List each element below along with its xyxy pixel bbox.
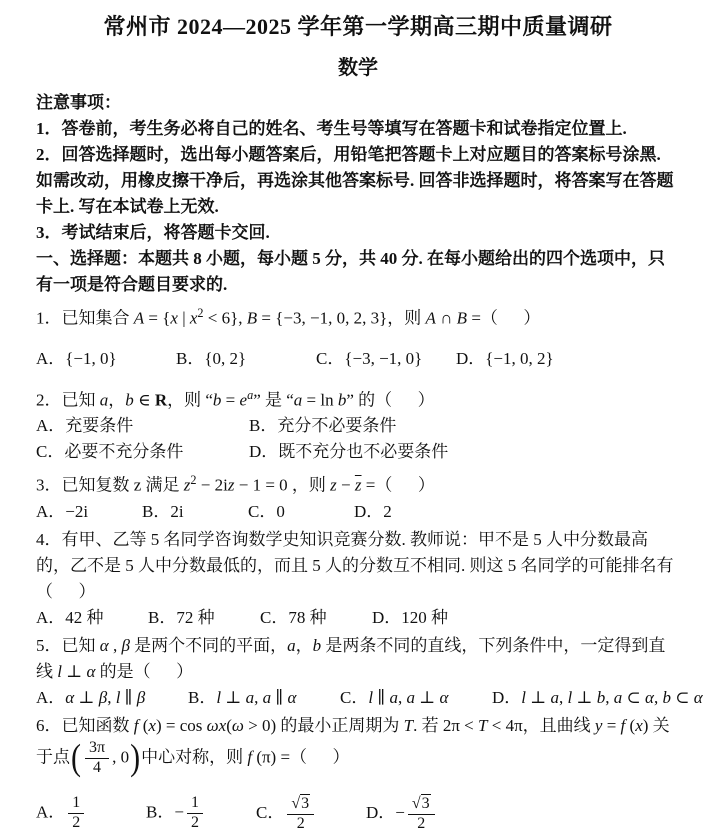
option-d: D．l ⊥ a, l ⊥ b, a ⊂ α, b ⊂ α bbox=[492, 687, 703, 707]
question-4-options bbox=[36, 605, 680, 631]
question-3-options bbox=[36, 499, 680, 525]
question-2-options bbox=[36, 413, 448, 465]
question-1 bbox=[36, 300, 680, 372]
option-b: B．− $\frac{1}{2}$ bbox=[146, 794, 256, 833]
option-a: A．42 种 bbox=[36, 607, 104, 627]
option-a: A． $\frac{1}{2}$ bbox=[36, 794, 146, 833]
question-5 bbox=[36, 633, 703, 711]
notice-item-2: 2．回答选择题时，选出每小题答案后，用铅笔把答题卡上对应题目的答案标号涂黑. 如需改动，用橡皮擦干净后，再选涂其他答案标号. 回答非选择题时，将答案写在答题卡上. 写在本试卷上无效. bbox=[36, 145, 674, 216]
option-c: C．l ∥ a, a ⊥ α bbox=[340, 687, 449, 707]
question-3-stem: 3．已知复数 z 满足 $z^2 - 2iz - 1 = 0$ ，则 $z - \overline{z}$ =（ ） bbox=[36, 473, 435, 495]
question-6-stem: 6．已知函数 f (x) = cos ωx(ω > 0) 的最小正周期为 T. 若 2π < T < 4π，且曲线 y = f (x) 关于点( $\frac{3\pi}{4}$ , 0)中心对称，则 f (π) =（ ） bbox=[36, 715, 670, 779]
page-title: 常州市 2024—2025 学年第一学期高三期中质量调研 bbox=[103, 14, 613, 39]
question-4 bbox=[36, 527, 680, 631]
option-b: B．充分不必要条件 bbox=[249, 416, 397, 436]
option-c: C．{−3, −1, 0} bbox=[316, 348, 423, 368]
option-a: A．充要条件 bbox=[36, 416, 134, 436]
question-6 bbox=[36, 713, 680, 833]
option-a: A．α ⊥ β, l ∥ β bbox=[36, 687, 146, 707]
question-1-options bbox=[36, 346, 680, 372]
option-b: B．{0, 2} bbox=[176, 348, 247, 368]
option-d: D．− $\frac{√3}{2}$ bbox=[366, 794, 476, 833]
question-2 bbox=[36, 382, 680, 466]
subject-title: 数学 bbox=[338, 57, 378, 79]
option-c: C．0 bbox=[248, 501, 285, 521]
option-b: B．l ⊥ a, a ∥ α bbox=[188, 687, 297, 707]
question-1-stem: 1．已知集合 A = {x | $x^2 < 6$}, B = {−3, −1, 0, 2, 3}，则 A ∩ B =（ ） bbox=[36, 306, 541, 328]
option-c: C．必要不充分条件 bbox=[36, 442, 184, 462]
notice-item-3: 3．考试结束后，将答题卡交回. bbox=[36, 223, 270, 242]
notices-section bbox=[36, 90, 680, 246]
question-2-stem: 2．已知 a，b ∈ R，则 “$b = e^a$” 是 “a = ln b” 的（ ） bbox=[36, 387, 435, 410]
question-5-stem: 5．已知 α , β 是两个不同的平面，a，b 是两条不同的直线，下列条件中，一定得到直线 l ⊥ α 的是（ ） bbox=[36, 635, 666, 681]
option-c: C． $\frac{√3}{2}$ bbox=[256, 794, 366, 833]
option-d: D．2 bbox=[354, 501, 392, 521]
question-3 bbox=[36, 467, 680, 525]
option-b: B．72 种 bbox=[148, 607, 215, 627]
question-4-stem: 4．有甲、乙等 5 名同学咨询数学史知识竞赛分数. 教师说：甲不是 5 人中分数最高的，乙不是 5 人中分数最低的，而且 5 人的分数互不相同. 则这 5 名同学的可能排名有（ ） bbox=[36, 529, 674, 601]
question-6-options bbox=[36, 794, 680, 833]
option-a: A．{−1, 0} bbox=[36, 348, 117, 368]
option-d: D．既不充分也不必要条件 bbox=[249, 442, 449, 462]
notices-header: 注意事项： bbox=[36, 93, 121, 112]
option-d: D．{−1, 0, 2} bbox=[456, 348, 554, 368]
option-c: C．78 种 bbox=[260, 607, 327, 627]
option-d: D．120 种 bbox=[372, 607, 449, 627]
notice-item-1: 1．答卷前，考生务必将自己的姓名、考生号等填写在答题卡和试卷指定位置上. bbox=[36, 119, 627, 138]
question-5-options bbox=[36, 685, 703, 711]
option-b: B．2i bbox=[142, 501, 184, 521]
option-a: A．−2i bbox=[36, 501, 89, 521]
section-header: 一、选择题：本题共 8 小题，每小题 5 分，共 40 分. 在每小题给出的四个选项中，只有一项是符合题目要求的. bbox=[36, 249, 665, 294]
